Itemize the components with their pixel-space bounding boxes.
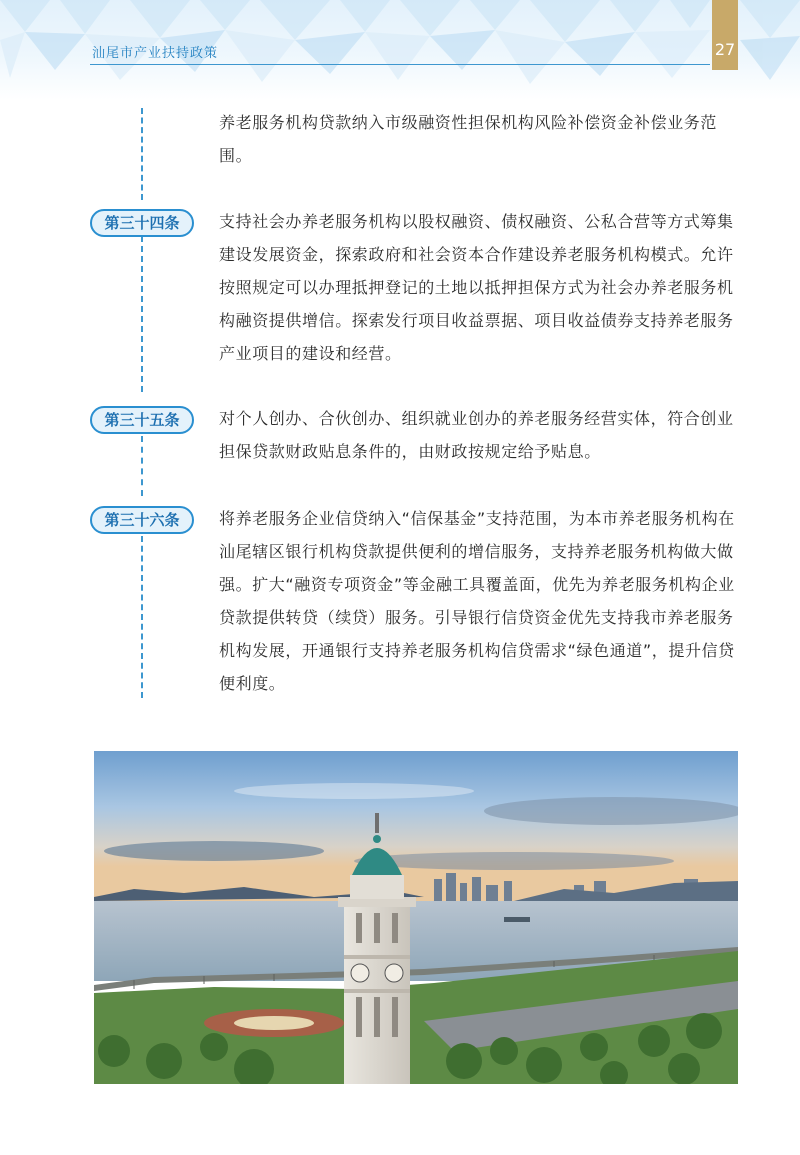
dashed-connector <box>141 536 143 698</box>
article-35-text: 对个人创办、合伙创办、组织就业创办的养老服务经营实体，符合创业担保贷款财政贴息条件的，由财政按规定给予贴息。 <box>219 409 734 461</box>
publication-title: 汕尾市产业扶持政策 <box>92 46 219 61</box>
page-header <box>0 0 800 100</box>
dashed-connector <box>141 108 143 200</box>
city-waterfront-clock-tower-icon <box>94 751 738 1084</box>
article-34-badge: 第三十四条 <box>90 209 194 237</box>
page-number-tab <box>712 0 738 70</box>
header-rule <box>90 64 710 65</box>
dashed-connector <box>141 436 143 496</box>
article-continuation-text: 养老服务机构贷款纳入市级融资性担保机构风险补偿资金补偿业务范围。 <box>219 113 718 165</box>
page-number: 27 <box>714 40 736 59</box>
city-waterfront-photo <box>94 751 738 1084</box>
article-35-badge: 第三十五条 <box>90 406 194 434</box>
dashed-connector <box>141 236 143 392</box>
article-34-text: 支持社会办养老服务机构以股权融资、债权融资、公私合营等方式筹集建设发展资金，探索政府和社会资本合作建设养老服务机构模式。允许按照规定可以办理抵押登记的土地以抵押担保方式为社会办养老服务机构融资提供增信。探索发行项目收益票据、项目收益债券支持养老服务产业项目的建设和经营。 <box>219 212 734 363</box>
article-36-badge: 第三十六条 <box>90 506 194 534</box>
article-36-text: 将养老服务企业信贷纳入“信保基金”支持范围，为本市养老服务机构在汕尾辖区银行机构贷款提供便利的增信服务，支持养老服务机构做大做强。扩大“融资专项资金”等金融工具覆盖面，优先为养老服务机构企业贷款提供转贷（续贷）服务。引导银行信贷资金优先支持我市养老服务机构发展，开通银行支持养老服务机构信贷需求“绿色通道”，提升信贷便利度。 <box>219 509 735 693</box>
